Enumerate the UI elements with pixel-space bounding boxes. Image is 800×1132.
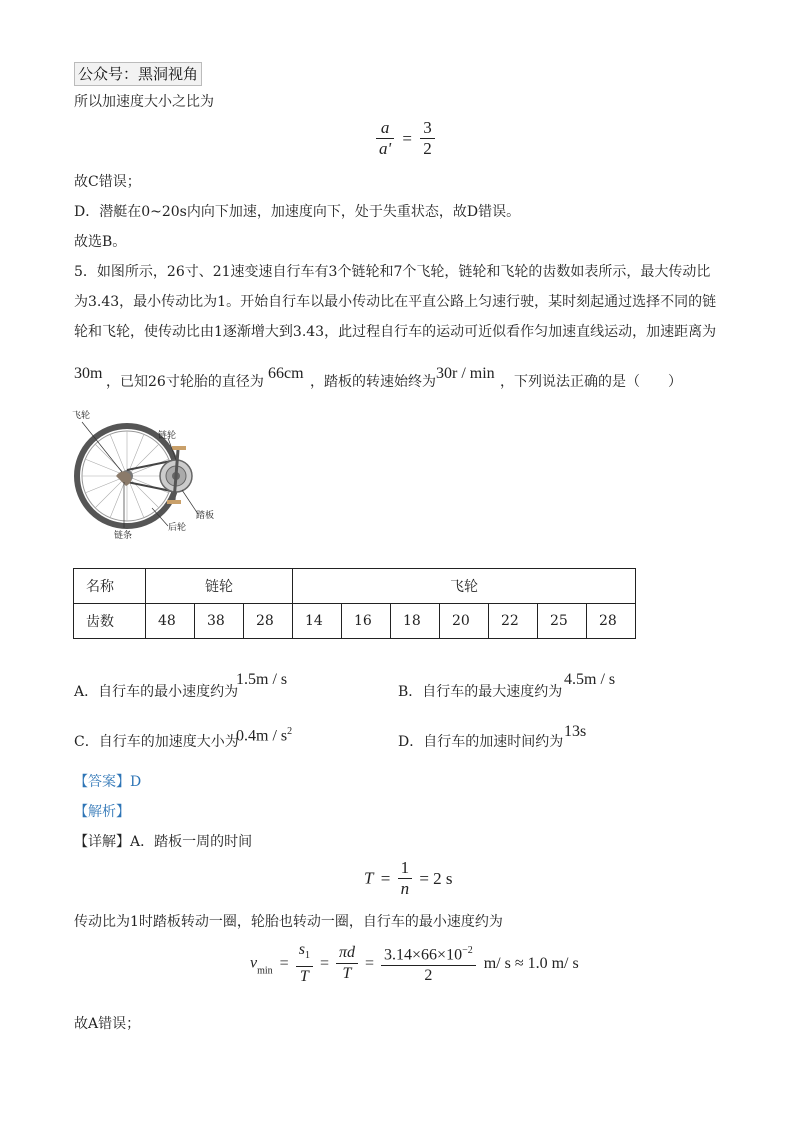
header-chainring: 链轮 — [146, 569, 293, 604]
text-line: 故C错误； — [74, 174, 141, 190]
answer-label: 【答案】D — [74, 774, 142, 790]
text-line: 故A错误； — [74, 1016, 141, 1032]
header-teeth: 齿数 — [74, 604, 146, 639]
label-rear-wheel: 后轮 — [168, 523, 187, 533]
table-cell: 22 — [489, 604, 538, 639]
table-cell: 28 — [587, 604, 636, 639]
header-flywheel: 飞轮 — [293, 569, 636, 604]
table-cell: 16 — [342, 604, 391, 639]
question-5-line-3: 轮和飞轮，使传动比由1逐渐增大到3.43，此过程自行车的运动可近似看作匀加速直线运动，加速距离为 — [74, 324, 717, 340]
option-b: B．自行车的最大速度约为 — [398, 684, 563, 700]
option-a-value: 1.5m / s — [236, 671, 288, 688]
option-d-value: 13s — [564, 723, 587, 740]
option-d: D．自行车的加速时间约为 — [398, 734, 564, 750]
table-cell: 28 — [244, 604, 293, 639]
label-chainring: 链轮 — [158, 431, 177, 441]
value-distance: 30m — [74, 365, 103, 382]
equation-period: T = $\frac{1}{n}$ = 2 s — [364, 858, 453, 898]
detail-line: 【详解】A．踏板一周的时间 — [74, 834, 253, 850]
text-line: 所以加速度大小之比为 — [74, 94, 214, 110]
option-b-value: 4.5m / s — [564, 671, 616, 688]
question-5-line-1: 5．如图所示，26寸、21速变速自行车有3个链轮和7个飞轮，链轮和飞轮的齿数如表所示，最大传动比 — [74, 264, 711, 280]
value-pedal-speed: 30r / min — [436, 365, 495, 382]
table-row — [74, 604, 636, 639]
option-c: C．自行车的加速度大小为 — [74, 734, 239, 750]
option-d-explanation: D．潜艇在0~20s内向下加速，加速度向下，处于失重状态，故D错误。 — [74, 204, 521, 220]
option-c-value: $0.4m / s^2$ — [236, 726, 293, 745]
table-cell: 14 — [293, 604, 342, 639]
equation-acceleration-ratio: $\frac{a}{a'}$ = $\frac{3}{2}$ — [376, 118, 435, 159]
analysis-label: 【解析】 — [74, 804, 130, 820]
equation-min-speed: $v_{min}$ = $\frac{s_1}{T}$ = $\frac{\pi d}{T}$ = $\frac{3.14\times 66\times 10^{-2}}{2}$ m/ s ≈ 1.0 m/ s — [250, 941, 579, 986]
header-name: 名称 — [74, 569, 146, 604]
watermark: 公众号：黑洞视角 — [74, 62, 202, 86]
table-cell: 38 — [195, 604, 244, 639]
table-row — [74, 569, 636, 604]
label-chain: 链条 — [114, 531, 133, 541]
table-cell: 20 — [440, 604, 489, 639]
table-cell: 25 — [538, 604, 587, 639]
table-cell: 48 — [146, 604, 195, 639]
text-line: ，已知26寸轮胎的直径为 — [106, 374, 264, 390]
text-line: 传动比为1时踏板转动一圈，轮胎也转动一圈，自行车的最小速度约为 — [74, 914, 503, 930]
label-pedal: 踏板 — [196, 511, 215, 521]
table-cell: 18 — [391, 604, 440, 639]
gear-teeth-table — [73, 568, 636, 639]
text-line: 故选B。 — [74, 234, 127, 250]
value-diameter: 66cm — [268, 365, 304, 382]
question-5-line-2: 为3.43，最小传动比为1。开始自行车以最小传动比在平直公路上匀速行驶，某时刻起通过选择不同的链 — [74, 294, 717, 310]
text-line: ，踏板的转速始终为 — [310, 374, 436, 390]
text-line: ，下列说法正确的是（ ） — [500, 374, 682, 390]
label-flywheel: 飞轮 — [72, 411, 91, 421]
option-a: A．自行车的最小速度约为 — [74, 684, 239, 700]
